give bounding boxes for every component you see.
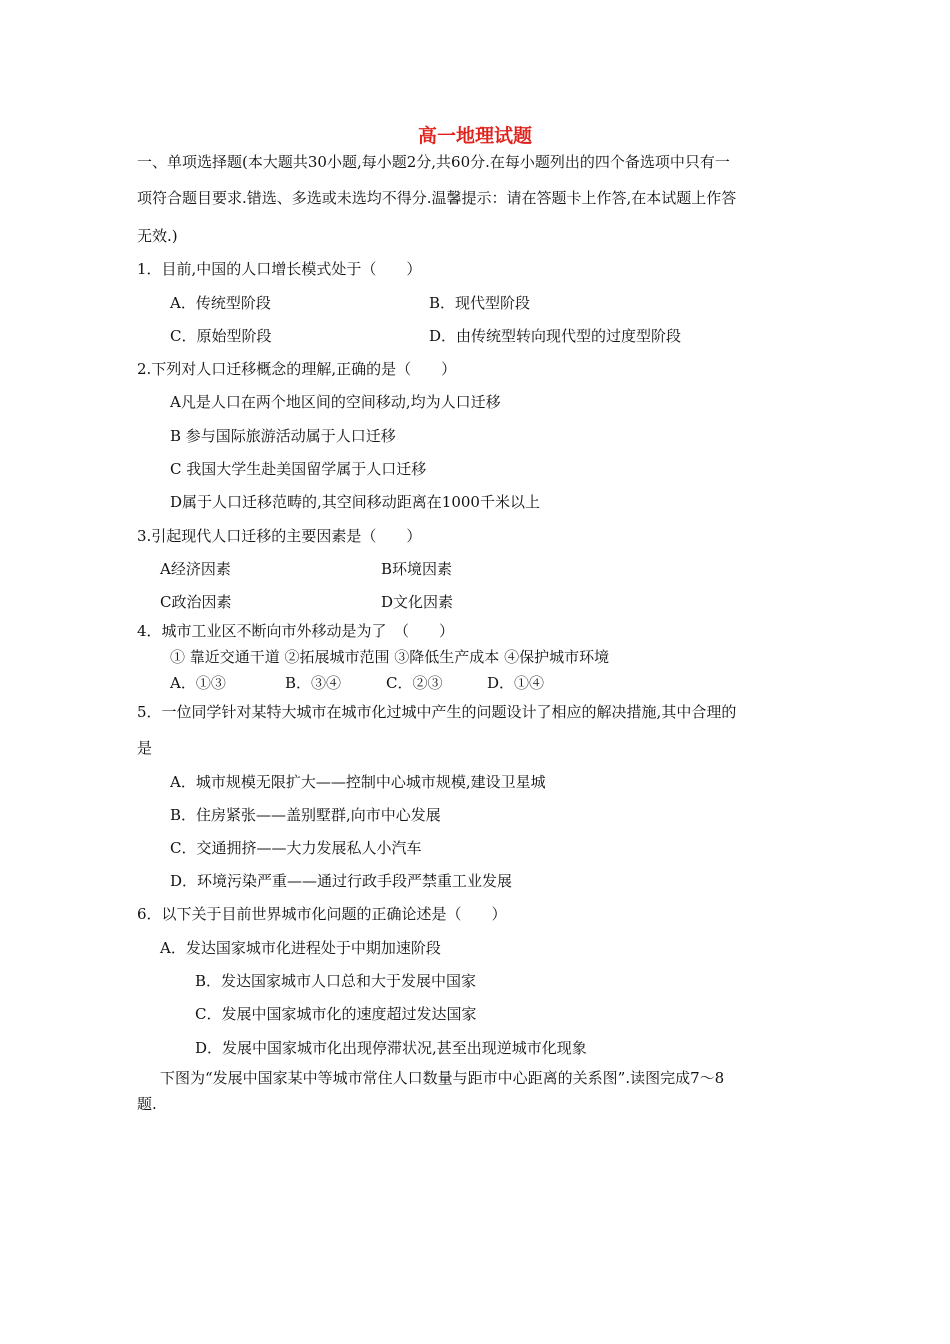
q4-items: ① 靠近交通干道 ②拓展城市范围 ③降低生产成本 ④保护城市环境 [170, 648, 610, 666]
q3-option-b: B环境因素 [381, 560, 453, 578]
q3-stem: 3.引起现代人口迁移的主要因素是（ ） [137, 527, 422, 545]
q6-option-c: C．发展中国家城市化的速度超过发达国家 [195, 1005, 477, 1023]
q1-option-a: A．传统型阶段 [170, 294, 271, 312]
q5-stem-line-1: 5．一位同学针对某特大城市在城市化过城中产生的问题设计了相应的解决措施,其中合理的 [137, 703, 737, 721]
q2-option-a: A凡是人口在两个地区间的空间移动,均为人口迁移 [170, 393, 501, 411]
q6-option-b: B．发达国家城市人口总和大于发展中国家 [195, 972, 477, 990]
q2-option-d: D属于人口迁移范畴的,其空间移动距离在1000千米以上 [170, 493, 540, 511]
q5-option-a: A．城市规模无限扩大——控制中心城市规模,建设卫星城 [170, 773, 546, 791]
intro-line-2: 项符合题目要求.错选、多选或未选均不得分.温馨提示：请在答题卡上作答,在本试题上作答 [137, 189, 737, 207]
q4-option-a: A．①③ [170, 674, 226, 692]
q4-option-c: C．②③ [386, 674, 443, 692]
figure-intro-line-1: 下图为“发展中国家某中等城市常住人口数量与距市中心距离的关系图”.读图完成7～8 [160, 1069, 725, 1087]
q1-option-c: C．原始型阶段 [170, 327, 272, 345]
q2-option-b: B 参与国际旅游活动属于人口迁移 [170, 427, 396, 445]
q1-option-b: B．现代型阶段 [429, 294, 531, 312]
intro-line-3: 无效.) [137, 227, 178, 245]
q1-option-d: D．由传统型转向现代型的过度型阶段 [429, 327, 682, 345]
q2-option-c: C 我国大学生赴美国留学属于人口迁移 [170, 460, 427, 478]
q6-option-a: A．发达国家城市化进程处于中期加速阶段 [160, 939, 441, 957]
q4-option-d: D．①④ [487, 674, 545, 692]
q4-stem: 4．城市工业区不断向市外移动是为了 （ ） [137, 622, 455, 640]
q1-stem: 1．目前,中国的人口增长模式处于（ ） [137, 260, 422, 278]
page-title: 高一地理试题 [417, 125, 532, 147]
q5-stem-line-2: 是 [137, 739, 153, 757]
figure-intro-line-2: 题. [137, 1095, 157, 1113]
intro-line-1: 一、单项选择题(本大题共30小题,每小题2分,共60分.在每小题列出的四个备选项中只有一 [137, 153, 730, 171]
q3-option-d: D文化因素 [381, 593, 454, 611]
q4-option-b: B．③④ [285, 674, 342, 692]
q6-option-d: D．发展中国家城市化出现停滞状况,甚至出现逆城市化现象 [195, 1039, 587, 1057]
q2-stem: 2.下列对人口迁移概念的理解,正确的是（ ） [137, 360, 457, 378]
q5-option-b: B．住房紧张——盖别墅群,向市中心发展 [170, 806, 441, 824]
q6-stem: 6．以下关于目前世界城市化问题的正确论述是（ ） [137, 905, 507, 923]
q3-option-c: C政治因素 [160, 593, 232, 611]
q5-option-d: D．环境污染严重——通过行政手段严禁重工业发展 [170, 872, 513, 890]
q3-option-a: A经济因素 [160, 560, 231, 578]
q5-option-c: C．交通拥挤——大力发展私人小汽车 [170, 839, 422, 857]
